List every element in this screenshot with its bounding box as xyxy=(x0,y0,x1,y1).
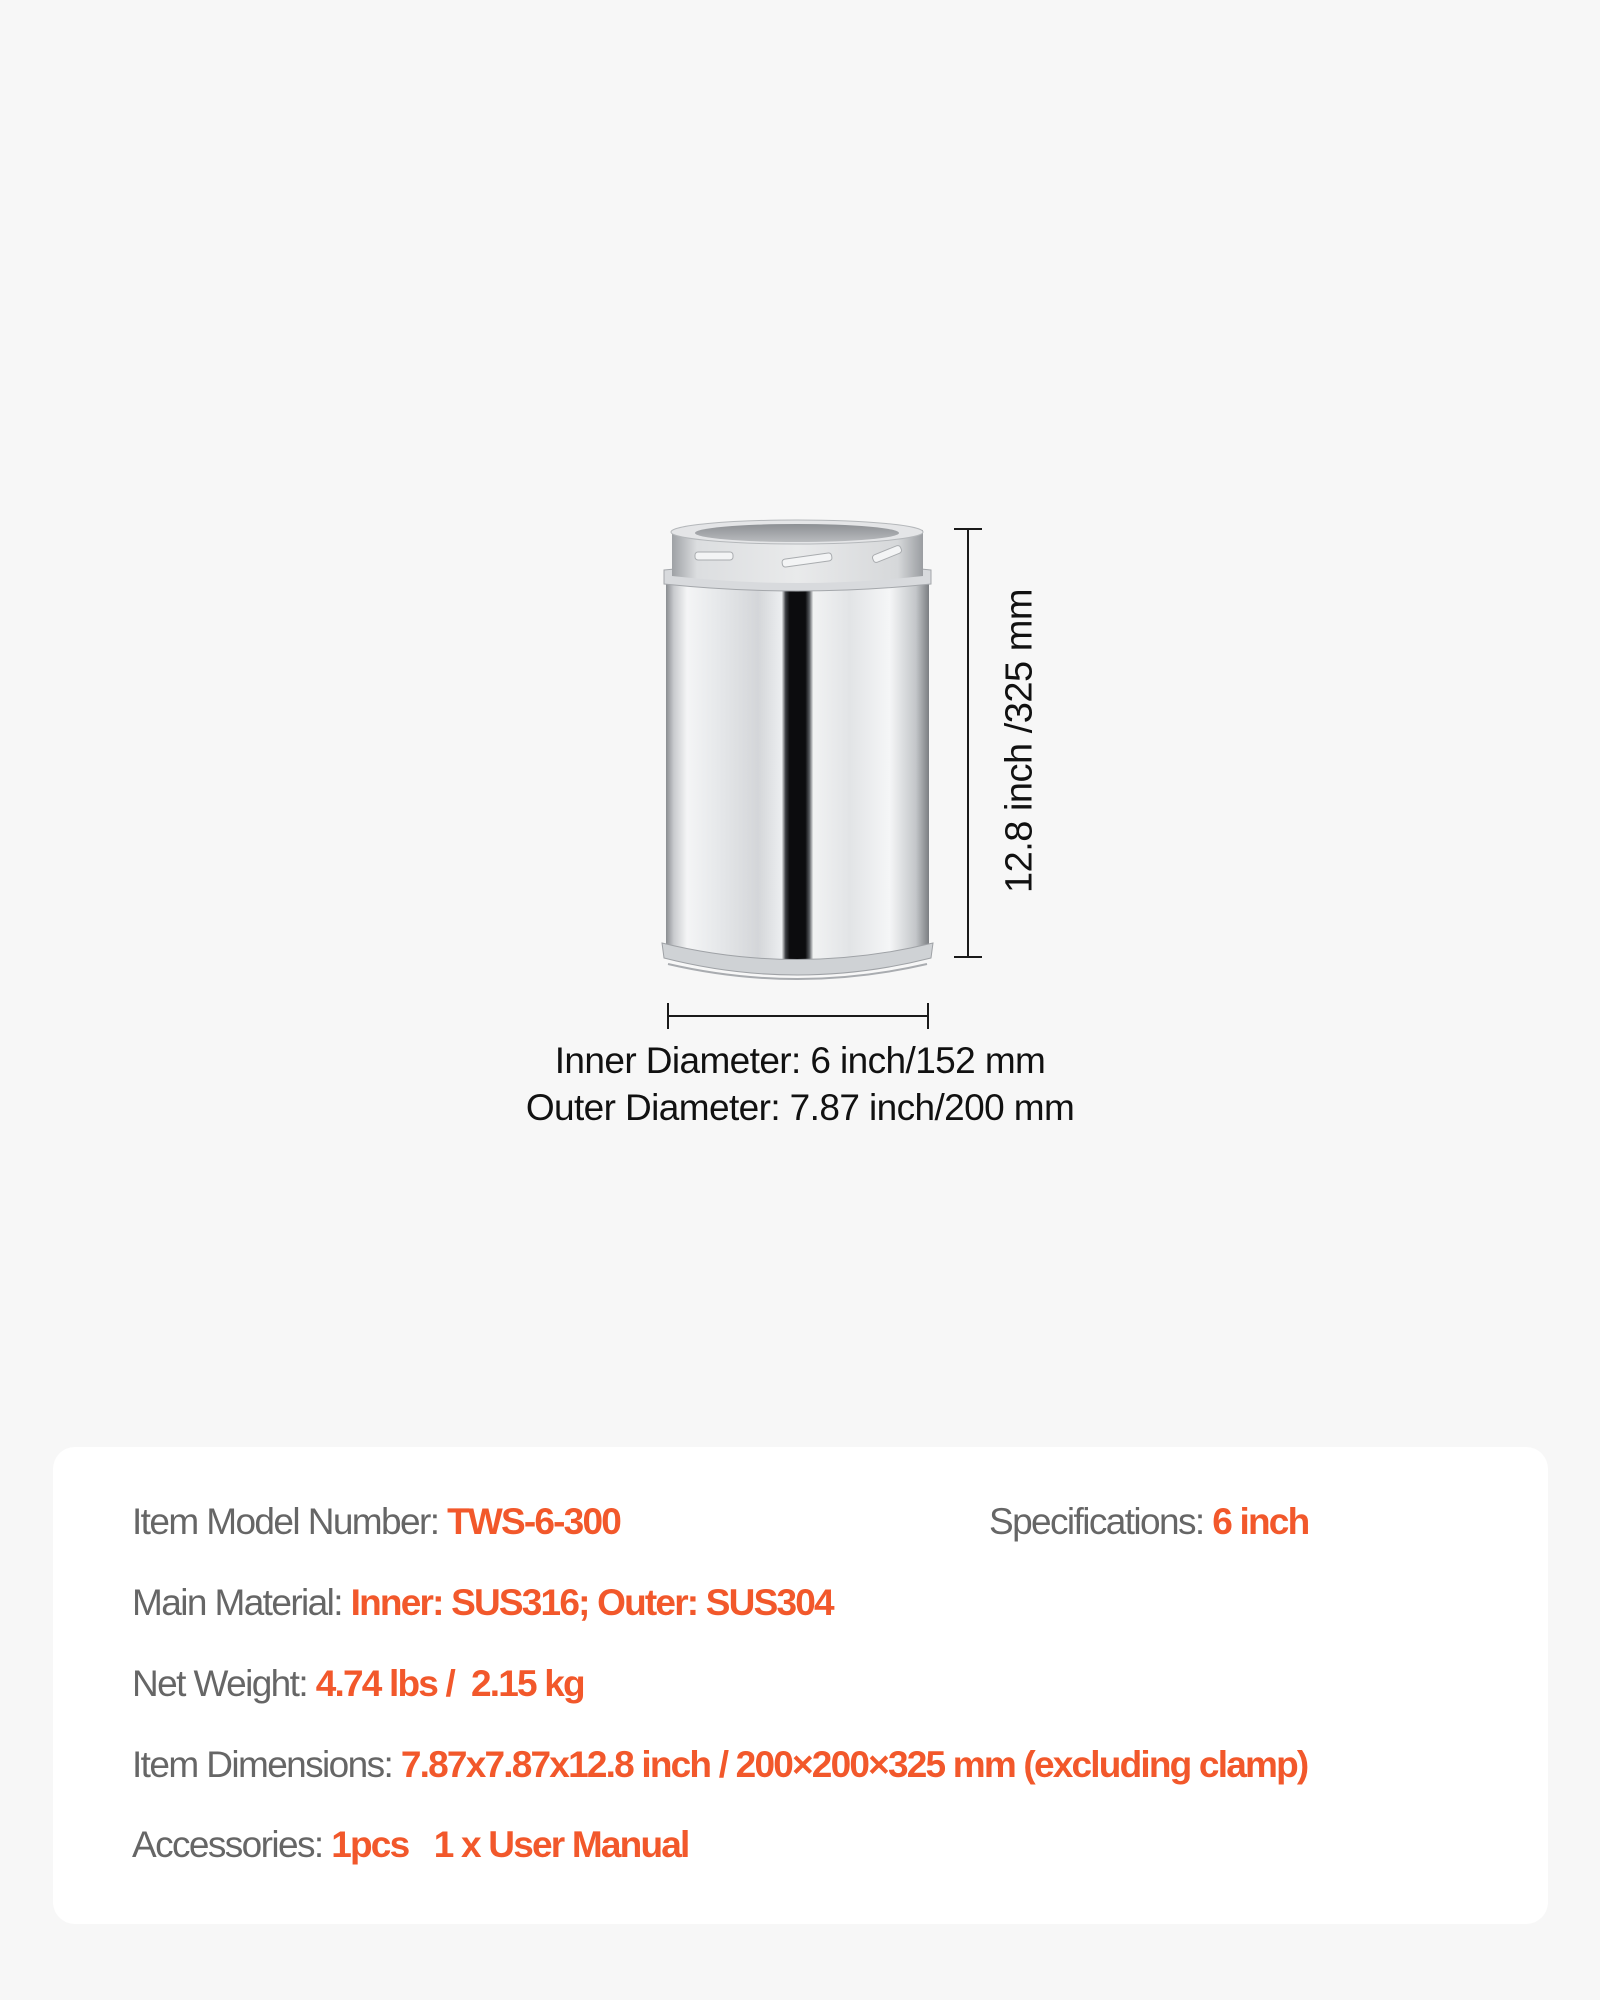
diameter-dimension-line xyxy=(667,1015,929,1017)
specifications-card xyxy=(53,1447,1548,1924)
outer-diameter-label: Outer Diameter: 7.87 inch/200 mm xyxy=(525,1087,1075,1128)
chimney-pipe-image xyxy=(660,518,935,980)
spec-specifications xyxy=(989,1499,1308,1545)
spec-label: Specifications: xyxy=(989,1501,1213,1542)
spec-value: 7.87x7.87x12.8 inch / 200×200×325 mm (excluding clamp) xyxy=(400,1744,1308,1785)
spec-value: Inner: SUS316; Outer: SUS304 xyxy=(350,1582,833,1623)
spec-value: 4.74 lbs / 2.15 kg xyxy=(315,1663,584,1704)
height-dimension-line xyxy=(967,528,969,958)
spec-label: Item Model Number: xyxy=(132,1501,448,1542)
spec-accessories xyxy=(132,1822,689,1868)
spec-value: 6 inch xyxy=(1212,1501,1309,1542)
spec-label: Item Dimensions: xyxy=(132,1744,401,1785)
spec-net-weight xyxy=(132,1661,584,1707)
spec-label: Net Weight: xyxy=(132,1663,316,1704)
spec-value: 1pcs 1 x User Manual xyxy=(331,1824,689,1865)
spec-main-material xyxy=(132,1580,833,1626)
spec-label: Accessories: xyxy=(132,1824,332,1865)
spec-model-number xyxy=(132,1499,620,1545)
spec-item-dimensions xyxy=(132,1742,1307,1788)
spec-value: TWS-6-300 xyxy=(447,1501,621,1542)
spec-label: Main Material: xyxy=(132,1582,351,1623)
inner-diameter-label: Inner Diameter: 6 inch/152 mm xyxy=(554,1040,1046,1081)
height-dimension-label: 12.8 inch /325 mm xyxy=(998,588,1041,894)
